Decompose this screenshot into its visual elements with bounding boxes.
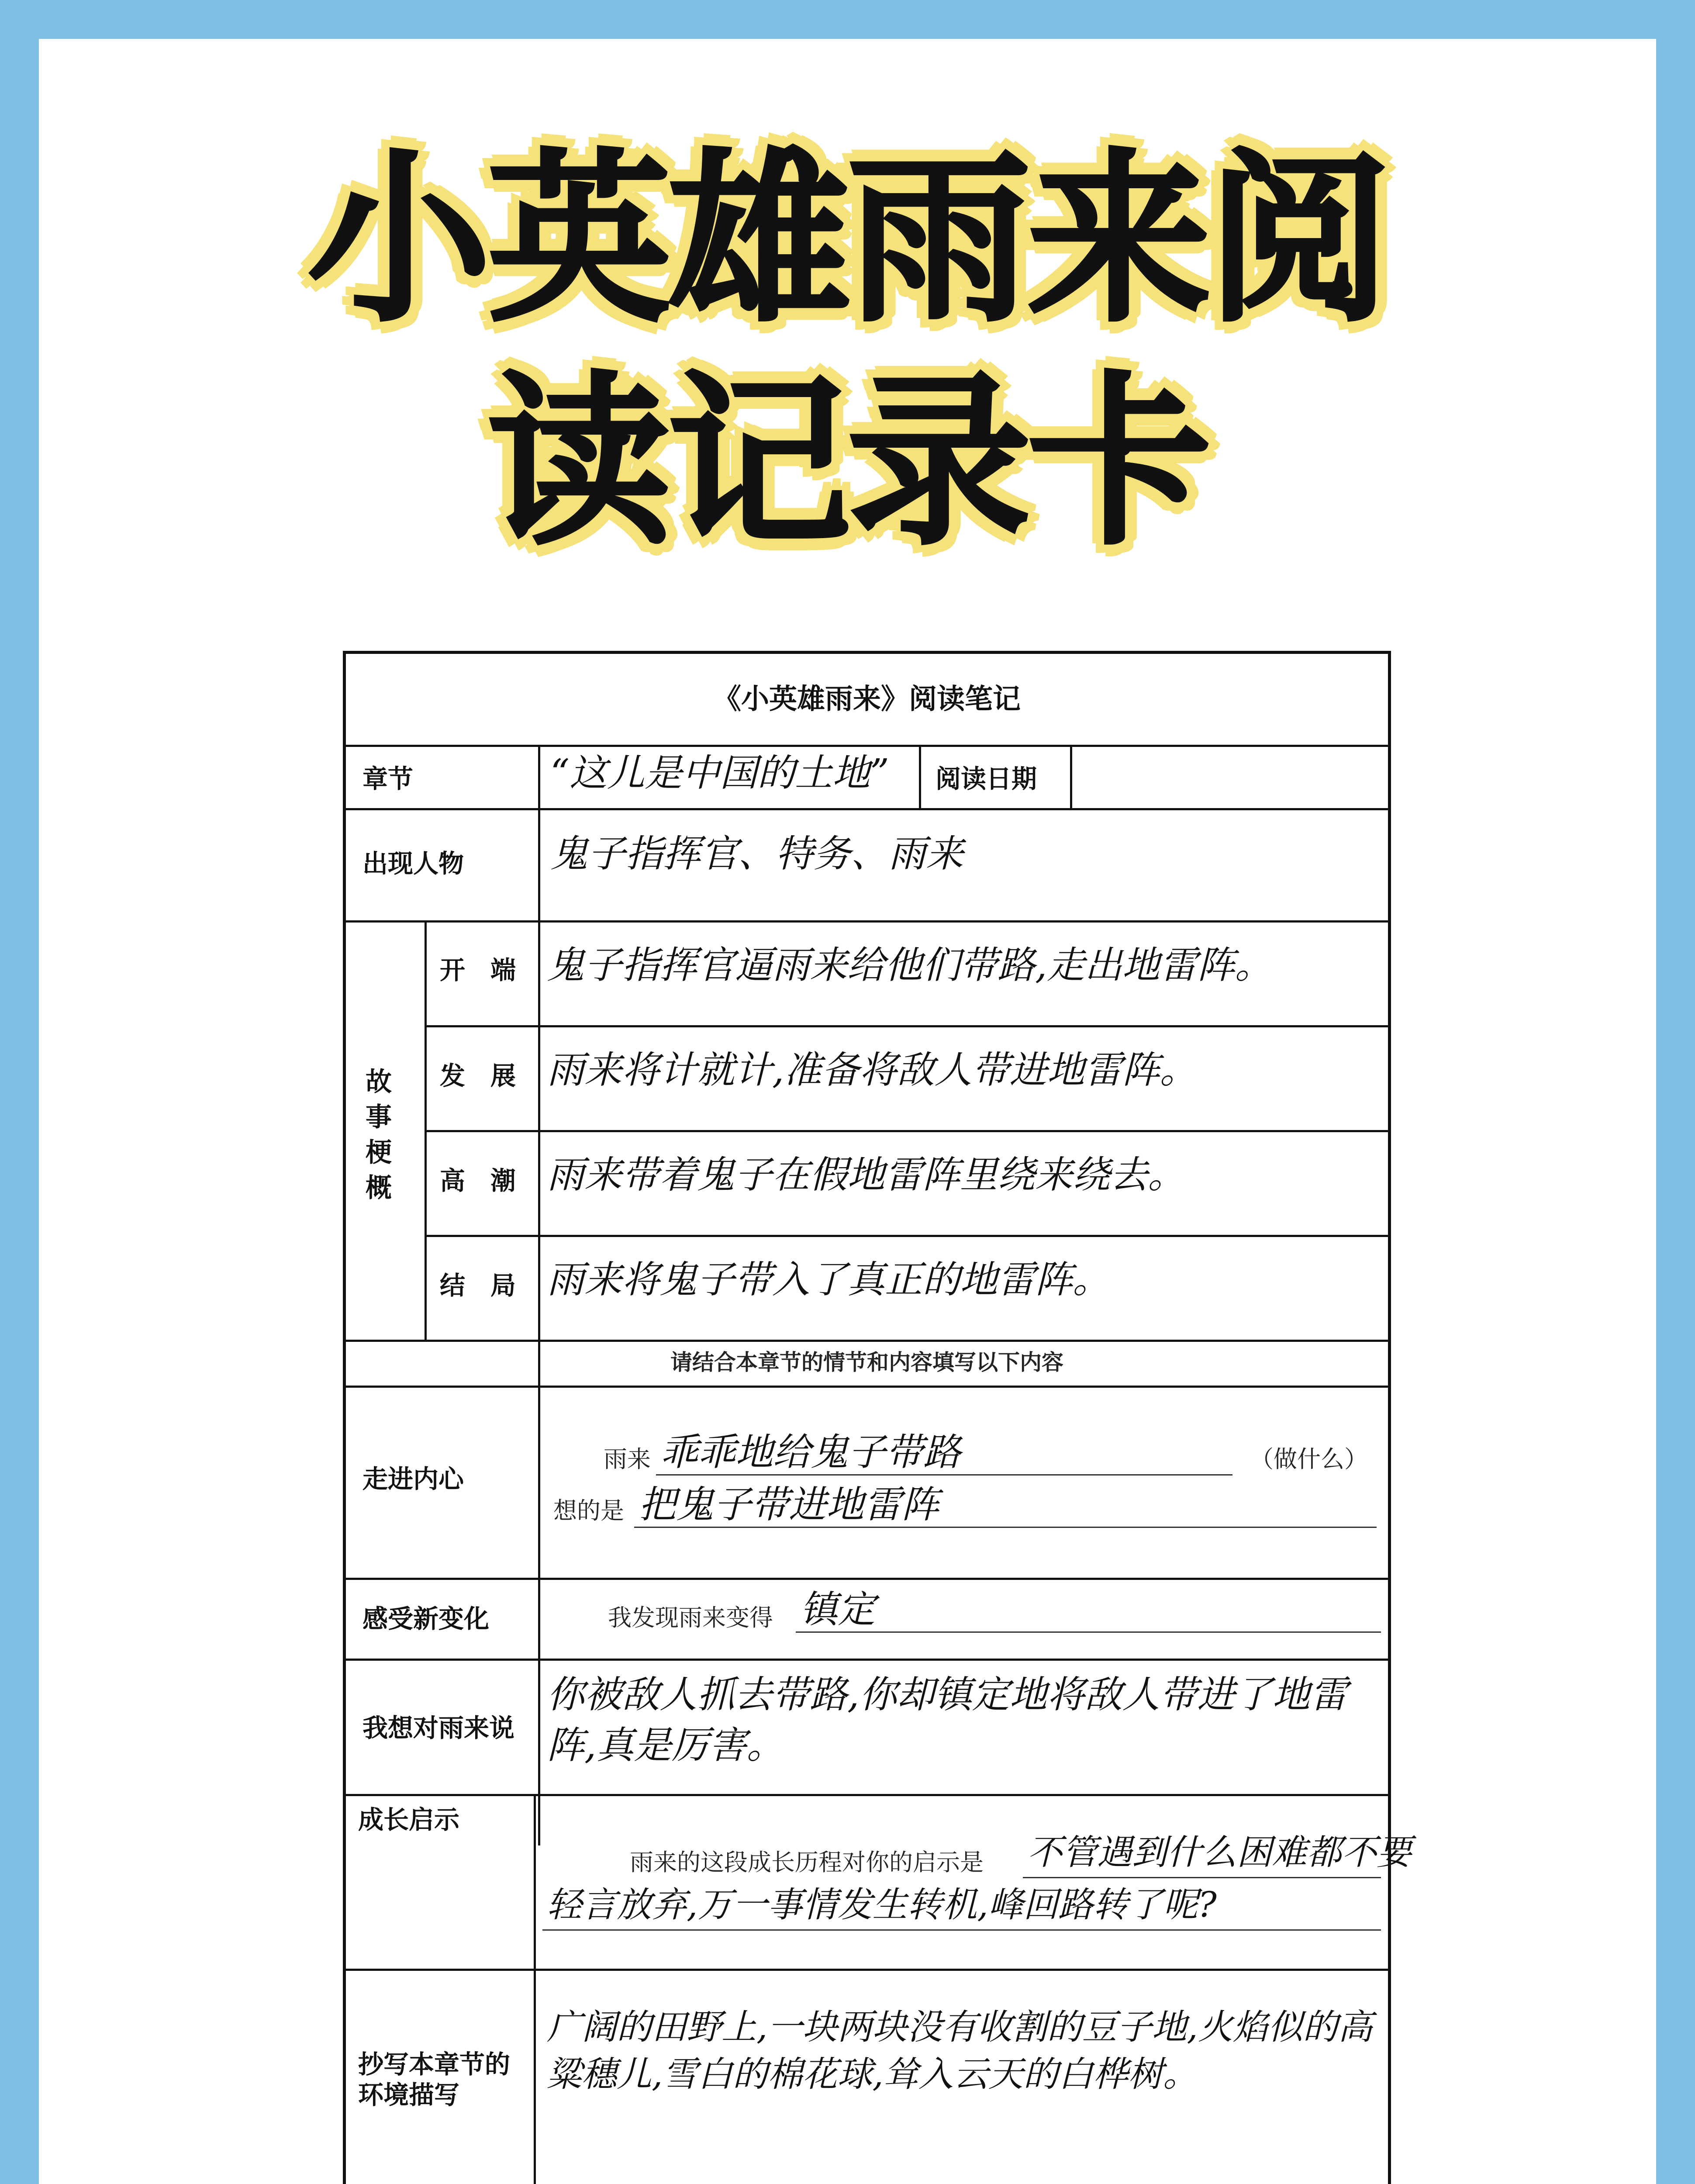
inner-answer-action: 乖乖地给鬼子带路 — [660, 1431, 961, 1474]
divider — [919, 745, 921, 808]
plot-stage-beginning: 开 端 — [440, 955, 516, 985]
sheet-header: 《小英雄雨来》阅读笔记 — [713, 683, 1021, 715]
inner-prefix: 雨来 — [604, 1445, 651, 1473]
divider — [346, 1794, 1388, 1796]
plot-text-beginning: 鬼子指挥官逼雨来给他们带路,走出地雷阵。 — [547, 943, 1273, 987]
answer-underline — [656, 1474, 1232, 1476]
divider — [425, 1235, 1388, 1237]
instruction-text: 请结合本章节的情节和内容填写以下内容 — [670, 1350, 1063, 1375]
plot-stage-climax: 高 潮 — [440, 1166, 516, 1196]
plot-stage-development: 发 展 — [440, 1061, 516, 1091]
divider — [346, 1578, 1388, 1580]
divider — [346, 920, 1388, 923]
plot-text-development: 雨来将计就计,准备将敌人带进地雷阵。 — [547, 1048, 1198, 1092]
copy-text: 广阔的田野上,一块两块没有收割的豆子地,火焰似的高粱穗儿,雪白的棉花球,耸入云天的白桦树。 — [547, 2007, 1373, 2094]
inner-prefix-thought: 想的是 — [553, 1497, 624, 1524]
growth-prefix: 雨来的这段成长历程对你的启示是 — [630, 1849, 984, 1876]
change-answer: 镇定 — [800, 1588, 875, 1631]
answer-underline — [1023, 1877, 1381, 1878]
copy-label: 抄写本章节的环境描写 — [358, 2049, 511, 2110]
divider — [346, 1340, 1388, 1342]
inner-heart-label: 走进内心 — [362, 1464, 464, 1494]
characters-label: 出现人物 — [362, 849, 464, 878]
plot-text-climax: 雨来带着鬼子在假地雷阵里绕来绕去。 — [547, 1153, 1185, 1197]
reading-date-label: 阅读日期 — [936, 764, 1037, 794]
divider — [346, 1969, 1388, 1971]
change-label: 感受新变化 — [362, 1604, 490, 1634]
say-text: 你被敌人抓去带路,你却镇定地将敌人带进了地雷阵,真是厉害。 — [547, 1673, 1348, 1768]
plot-text-ending: 雨来将鬼子带入了真正的地雷阵。 — [547, 1258, 1110, 1302]
inner-answer-thought: 把鬼子带进地雷阵 — [639, 1483, 939, 1527]
divider — [346, 1386, 1388, 1388]
answer-underline — [634, 1527, 1377, 1528]
divider — [346, 1659, 1388, 1661]
plot-stage-ending: 结 局 — [440, 1271, 516, 1300]
growth-answer-line-1: 不管遇到什么困难都不要 — [1027, 1832, 1412, 1873]
answer-underline — [796, 1631, 1381, 1633]
change-prefix: 我发现雨来变得 — [608, 1604, 773, 1631]
divider — [1070, 745, 1072, 808]
page-title-line-1: 小英雄雨来阅 — [307, 133, 1388, 347]
plot-label: 故 事 梗 概 — [366, 1067, 392, 1203]
divider — [534, 1794, 536, 2184]
divider — [425, 1025, 1388, 1027]
reading-note-sheet — [343, 651, 1412, 2184]
say-label: 我想对雨来说 — [362, 1713, 515, 1743]
page-title-line-2: 读记录卡 — [487, 356, 1208, 570]
growth-answer-line-2: 轻言放弃,万一事情发生转机,峰回路转了呢? — [547, 1884, 1217, 1925]
divider — [425, 1130, 1388, 1132]
chapter-label: 章节 — [362, 764, 414, 794]
characters-value: 鬼子指挥官、特务、雨来 — [550, 832, 963, 876]
divider — [538, 745, 540, 1845]
divider — [346, 745, 1388, 747]
divider — [346, 808, 1388, 810]
answer-underline — [542, 1929, 1381, 1931]
growth-label: 成长启示 — [358, 1805, 460, 1835]
inner-suffix: （做什么） — [1250, 1445, 1368, 1473]
chapter-value: “这儿是中国的土地” — [550, 751, 889, 795]
